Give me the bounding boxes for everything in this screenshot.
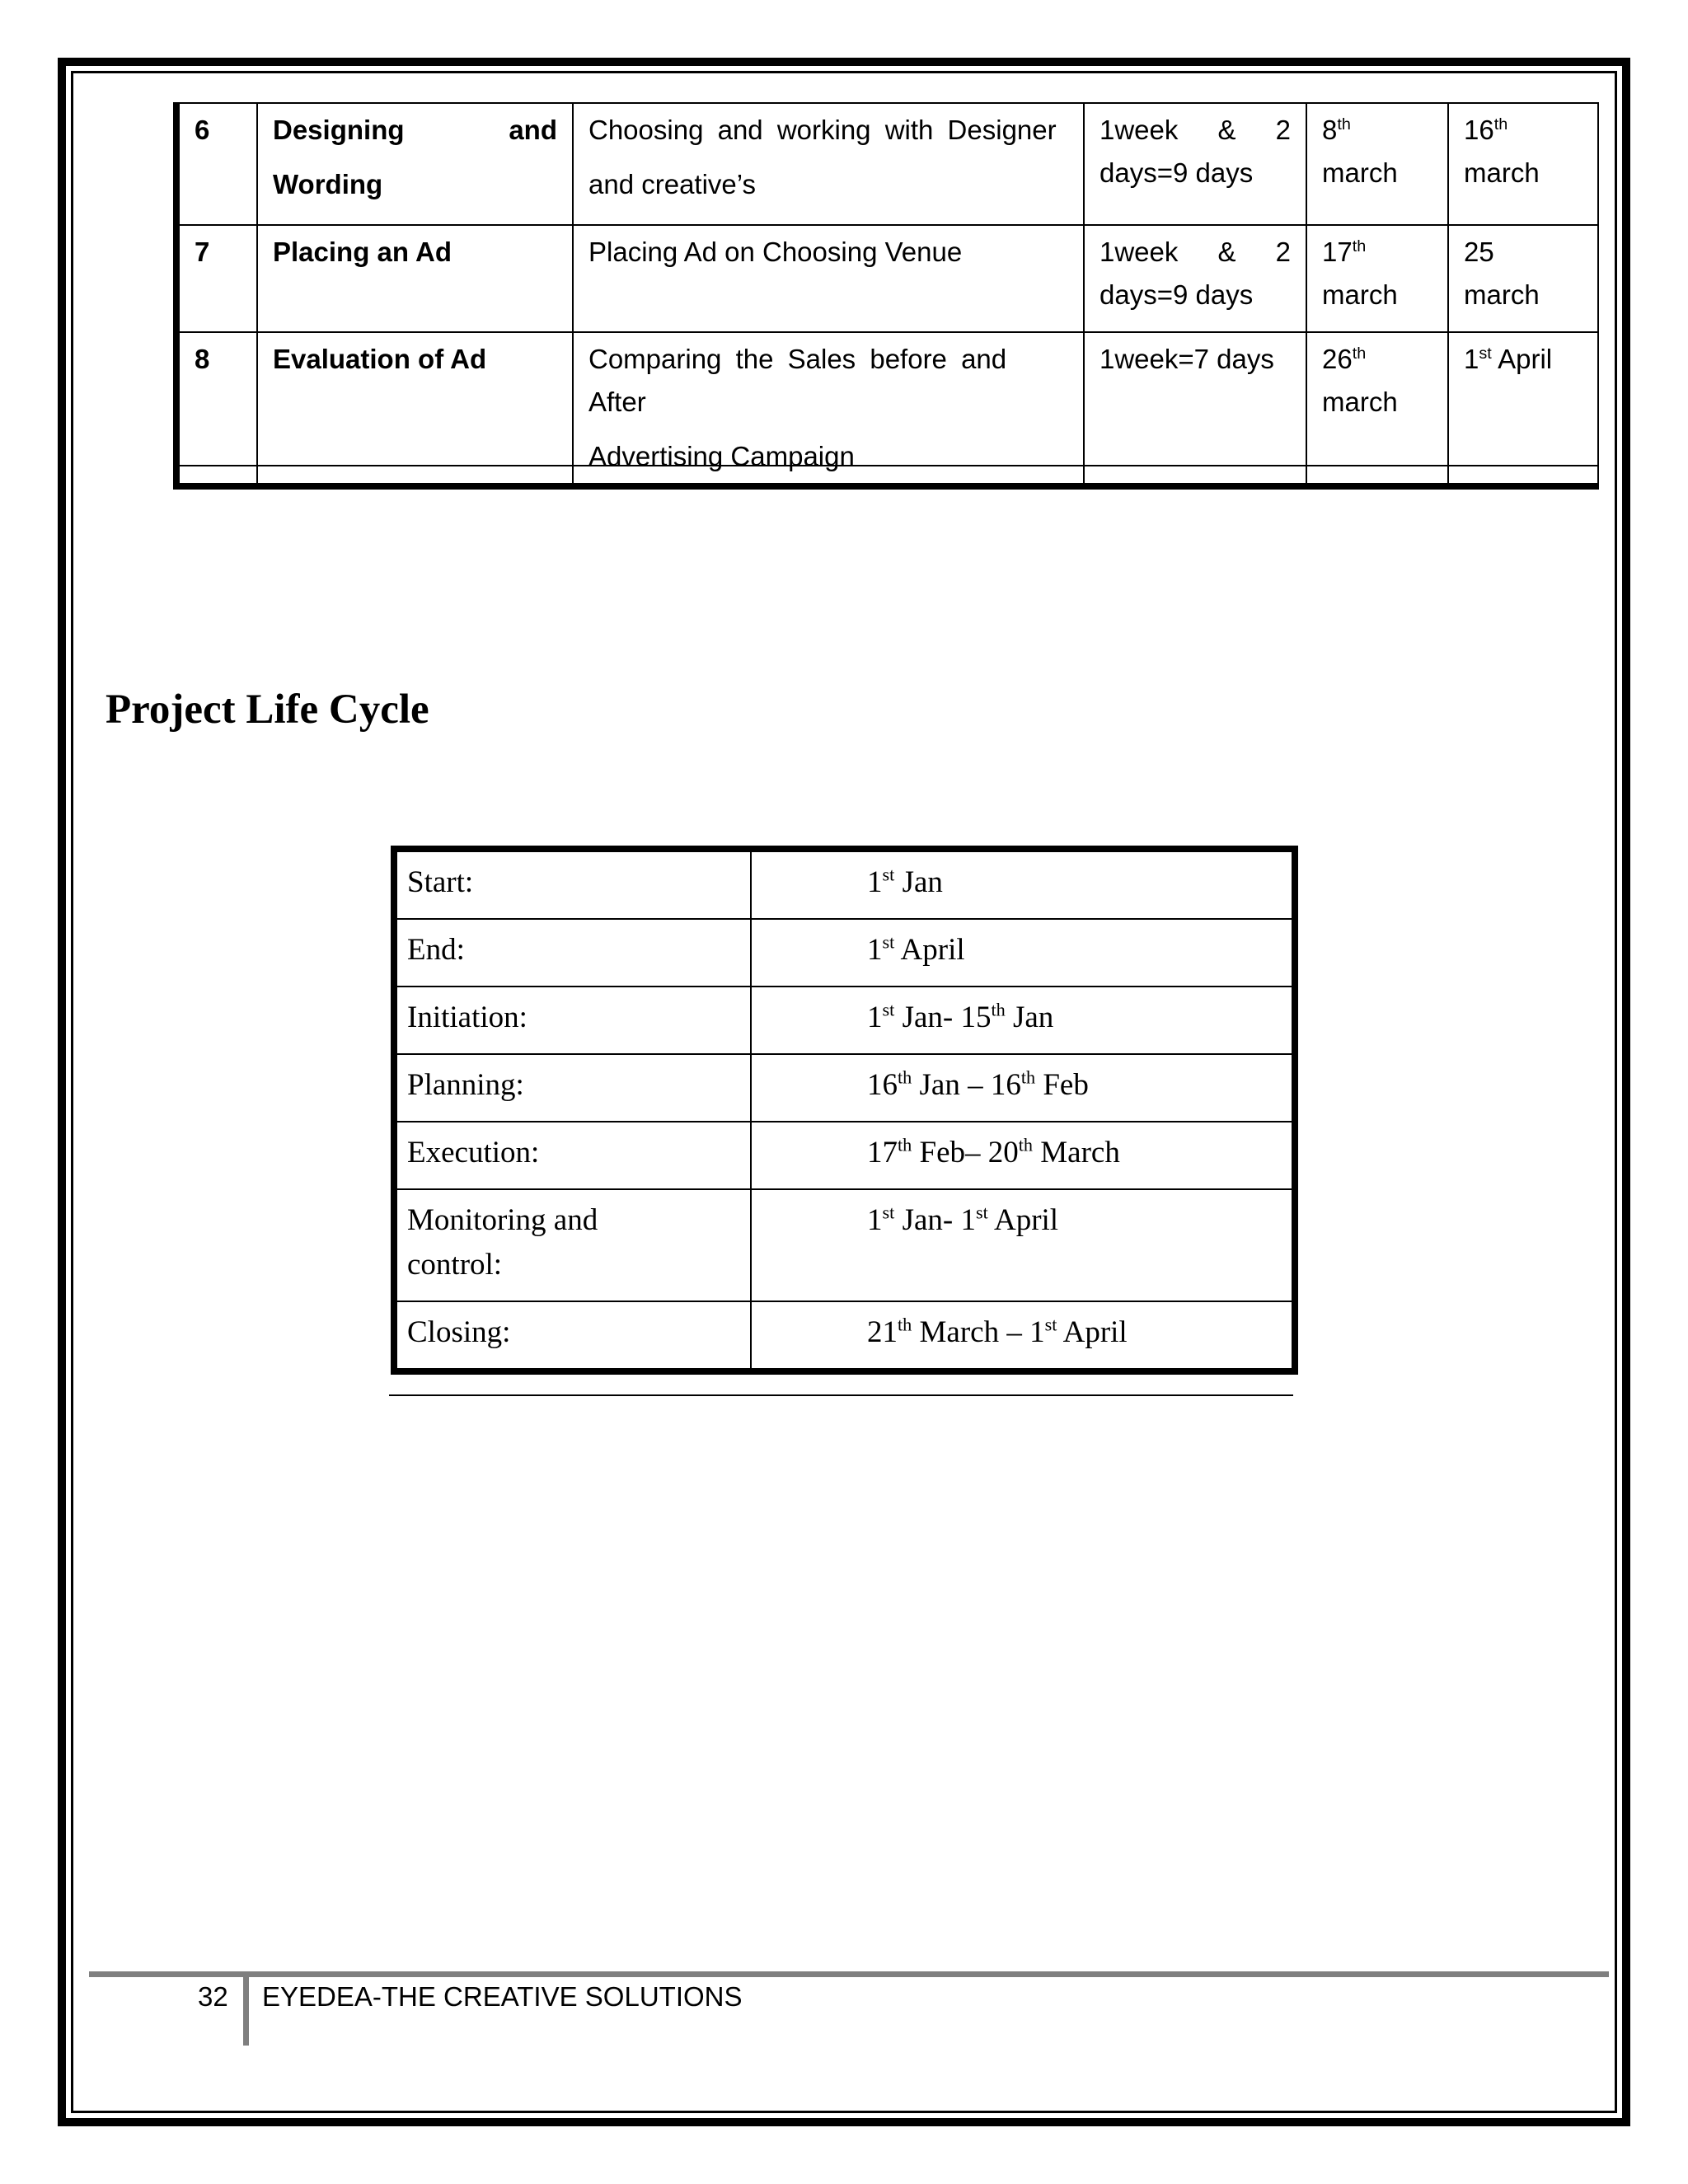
duration-word: 2 [1275, 237, 1291, 267]
description-line: and creative’s [588, 169, 757, 199]
table-row [394, 919, 1295, 987]
task-end-date [1448, 103, 1598, 225]
description-line: Comparing the Sales before and After [588, 344, 1007, 417]
date-suffix: th [1352, 344, 1367, 363]
activity-word: Wording [273, 169, 383, 199]
date-suffix: th [898, 1134, 912, 1155]
phase-label [394, 1189, 751, 1301]
date-day: 26 [1322, 344, 1353, 374]
table-row [394, 1189, 1295, 1301]
activity-word: Designing [273, 115, 405, 145]
table-row [394, 1301, 1295, 1371]
phase-label: Execution: [394, 1122, 751, 1189]
phase-label: Start: [394, 849, 751, 919]
date-suffix: st [882, 1202, 895, 1223]
task-number: 8 [176, 332, 257, 486]
phase-label: Planning: [394, 1054, 751, 1122]
task-duration [1084, 225, 1306, 332]
table-row [176, 103, 1598, 225]
date-suffix: st [882, 864, 895, 885]
table-row [394, 849, 1295, 919]
task-number: 6 [176, 103, 257, 225]
schedule-table-container [173, 102, 1597, 490]
life-cycle-table-container [391, 846, 1298, 1375]
date-month: march [1322, 279, 1398, 310]
phase-label: Initiation: [394, 987, 751, 1054]
phase-dates [751, 1301, 1295, 1371]
date-text: 17 [867, 1136, 898, 1169]
date-day: 8 [1322, 115, 1338, 145]
date-month: April [1498, 344, 1553, 374]
date-suffix: st [1044, 1314, 1057, 1335]
task-end-date [1448, 332, 1598, 486]
date-suffix: th [898, 1314, 912, 1335]
date-text: Feb– 20 [912, 1136, 1019, 1169]
phase-label-line: control: [407, 1248, 503, 1282]
table-row [394, 1054, 1295, 1122]
footer-title: EYEDEA-THE CREATIVE SOLUTIONS [262, 1981, 743, 2012]
table-row [176, 225, 1598, 332]
task-start-date [1306, 225, 1448, 332]
date-text: Feb [1035, 1068, 1089, 1102]
phase-dates [751, 849, 1295, 919]
date-text: Jan- 1 [894, 1203, 976, 1237]
table-underline [389, 1394, 1293, 1396]
task-duration: 1week=7 days [1084, 332, 1306, 486]
phase-dates [751, 919, 1295, 987]
task-activity: Placing an Ad [257, 225, 573, 332]
phase-label: End: [394, 919, 751, 987]
date-suffix: st [975, 1202, 988, 1223]
date-text: Jan – 16 [912, 1068, 1021, 1102]
activity-word: and [509, 115, 557, 145]
phase-dates [751, 1122, 1295, 1189]
date-text: March – 1 [912, 1315, 1045, 1349]
date-month: march [1464, 279, 1540, 310]
table-row [394, 1122, 1295, 1189]
task-description [573, 332, 1084, 486]
table-row [394, 987, 1295, 1054]
description-line: Choosing and working with Designer [588, 115, 1057, 145]
date-suffix: st [882, 931, 895, 953]
duration-word: & [1217, 237, 1236, 267]
footer-separator [243, 1971, 249, 2046]
task-description [573, 103, 1084, 225]
table-row [176, 332, 1598, 486]
date-suffix: th [1337, 115, 1351, 134]
date-month: march [1322, 387, 1398, 417]
task-duration [1084, 103, 1306, 225]
task-start-date [1306, 332, 1448, 486]
date-text: 1 [867, 1203, 883, 1237]
schedule-table [173, 102, 1599, 490]
life-cycle-table [391, 846, 1298, 1375]
table-underline [173, 465, 1597, 466]
date-text: Jan [894, 865, 943, 899]
description-line: Advertising Campaign [588, 441, 855, 471]
duration-word: 1week [1100, 115, 1179, 145]
duration-word: days=9 days [1100, 157, 1254, 188]
date-text: April [894, 933, 965, 967]
duration-word: 2 [1275, 115, 1291, 145]
duration-word: days=9 days [1100, 279, 1254, 310]
phase-dates [751, 1054, 1295, 1122]
page-number: 32 [198, 1981, 228, 2012]
phase-dates [751, 987, 1295, 1054]
date-suffix: th [1493, 115, 1508, 134]
phase-dates [751, 1189, 1295, 1301]
date-day: 1 [1464, 344, 1479, 374]
date-text: Jan [1005, 1001, 1054, 1034]
date-text: 1 [867, 1001, 883, 1034]
date-text: 16 [867, 1068, 898, 1102]
date-month: march [1322, 157, 1398, 188]
task-start-date [1306, 103, 1448, 225]
date-suffix: th [898, 1066, 912, 1088]
task-end-date [1448, 225, 1598, 332]
date-text: Jan- 15 [894, 1001, 992, 1034]
date-text: 1 [867, 865, 883, 899]
date-suffix: st [1479, 344, 1492, 363]
date-day: 16 [1464, 115, 1494, 145]
date-suffix: th [1020, 1066, 1036, 1088]
date-suffix: th [1352, 237, 1367, 255]
task-activity [257, 103, 573, 225]
section-title: Project Life Cycle [106, 687, 429, 733]
date-suffix: th [1018, 1134, 1034, 1155]
task-activity: Evaluation of Ad [257, 332, 573, 486]
duration-word: & [1217, 115, 1236, 145]
date-text: April [1057, 1315, 1128, 1349]
date-text: 1 [867, 933, 883, 967]
footer-divider [89, 1971, 1609, 1977]
phase-label: Closing: [394, 1301, 751, 1371]
phase-label-line: Monitoring and [407, 1203, 598, 1237]
date-day: 17 [1322, 237, 1353, 267]
date-suffix: th [991, 999, 1006, 1020]
date-month: march [1464, 157, 1540, 188]
date-text: March [1033, 1136, 1120, 1169]
date-text: April [987, 1203, 1059, 1237]
duration-word: 1week [1100, 237, 1179, 267]
date-text: 21 [867, 1315, 898, 1349]
task-description: Placing Ad on Choosing Venue [573, 225, 1084, 332]
date-day: 25 [1464, 237, 1494, 267]
date-suffix: st [882, 999, 895, 1020]
task-number: 7 [176, 225, 257, 332]
